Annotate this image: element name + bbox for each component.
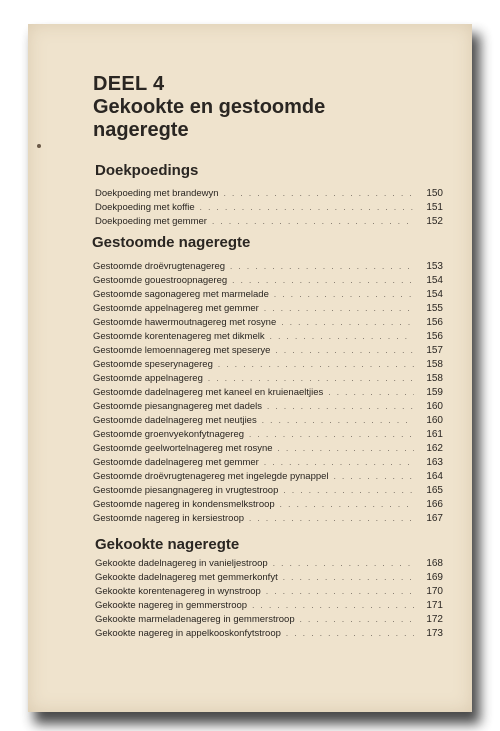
dot-leader	[283, 571, 414, 585]
dot-leader	[275, 344, 414, 358]
dot-leader	[224, 187, 414, 201]
toc-entry-page: 160	[426, 415, 443, 426]
toc-entry-title: Gestoomde droëvrugtenagereg met ingelegde pynappel	[93, 471, 329, 482]
toc-entry-page: 156	[426, 317, 443, 328]
toc-list-gestoomde	[93, 260, 443, 526]
toc-entry-title: Gestoomde nagereg in kersiestroop	[93, 513, 245, 524]
toc-entry	[95, 599, 443, 613]
toc-entry	[93, 498, 443, 512]
toc-entry-title: Gestoomde dadelnagereg met kaneel en kruienaeltjies	[93, 387, 324, 398]
toc-entry	[93, 428, 443, 442]
toc-list-gekookte	[95, 557, 443, 641]
toc-entry-page: 154	[426, 275, 443, 286]
dot-leader	[278, 442, 414, 456]
dot-leader	[264, 456, 414, 470]
toc-entry-page: 153	[426, 261, 443, 272]
dot-leader	[249, 428, 414, 442]
toc-entry-page: 158	[426, 359, 443, 370]
dot-leader	[270, 330, 414, 344]
dot-leader	[232, 274, 414, 288]
toc-entry-title: Gestoomde sagonagereg met marmelade	[93, 289, 269, 300]
toc-entry	[93, 358, 443, 372]
toc-entry-title: Gestoomde droëvrugtenagereg	[93, 261, 226, 272]
dot-leader	[264, 302, 414, 316]
toc-entry-page: 155	[426, 303, 443, 314]
dot-leader	[283, 484, 414, 498]
toc-entry	[95, 557, 443, 571]
dot-leader	[280, 498, 414, 512]
toc-entry	[93, 302, 443, 316]
toc-entry-title: Gestoomde nagereg in kondensmelkstroop	[93, 499, 275, 510]
dot-leader	[266, 585, 414, 599]
toc-entry-title: Gestoomde appelnagereg met gemmer	[93, 303, 259, 314]
toc-entry	[95, 627, 443, 641]
section-heading-gestoomde: Gestoomde nageregte	[92, 234, 251, 251]
toc-entry-page: 154	[426, 289, 443, 300]
dot-leader	[218, 358, 414, 372]
toc-entry	[93, 512, 443, 526]
toc-entry-title: Gestoomde geelwortelnagereg met rosyne	[93, 443, 273, 454]
toc-entry	[93, 400, 443, 414]
toc-entry	[93, 288, 443, 302]
dot-leader	[230, 260, 414, 274]
toc-entry-page: 164	[426, 471, 443, 482]
toc-entry-title: Gekookte marmeladenagereg in gemmerstroop	[95, 614, 295, 625]
toc-entry	[95, 215, 443, 229]
dot-leader	[281, 316, 414, 330]
toc-entry-title: Doekpoeding met brandewyn	[95, 188, 219, 199]
toc-entry-title: Gestoomde speserynagereg	[93, 359, 213, 370]
toc-entry	[95, 187, 443, 201]
toc-entry-page: 152	[426, 216, 443, 227]
toc-entry-title: Gekookte korentenagereg in wynstroop	[95, 586, 261, 597]
toc-entry-page: 159	[426, 387, 443, 398]
toc-entry-title: Gestoomde dadelnagereg met neutjies	[93, 415, 257, 426]
toc-entry-page: 162	[426, 443, 443, 454]
toc-entry-page: 168	[426, 558, 443, 569]
toc-entry	[93, 260, 443, 274]
toc-entry-page: 166	[426, 499, 443, 510]
binding-hole	[37, 144, 41, 148]
book-page	[28, 24, 472, 712]
toc-entry-title: Doekpoeding met gemmer	[95, 216, 207, 227]
toc-entry-title: Gekookte dadelnagereg met gemmerkonfyt	[95, 572, 278, 583]
toc-entry-page: 151	[426, 202, 443, 213]
dot-leader	[300, 613, 414, 627]
toc-entry-page: 157	[426, 345, 443, 356]
toc-entry	[95, 571, 443, 585]
dot-leader	[212, 215, 414, 229]
toc-entry	[93, 372, 443, 386]
dot-leader	[267, 400, 414, 414]
dot-leader	[273, 557, 414, 571]
toc-entry-title: Gestoomde piesangnagereg met dadels	[93, 401, 263, 412]
toc-entry-page: 170	[426, 586, 443, 597]
toc-entry-page: 173	[426, 628, 443, 639]
toc-entry-title: Gestoomde hawermoutnagereg met rosyne	[93, 317, 277, 328]
dot-leader	[274, 288, 414, 302]
part-label: DEEL 4	[93, 73, 165, 95]
dot-leader	[200, 201, 414, 215]
toc-entry	[93, 274, 443, 288]
dot-leader	[328, 386, 414, 400]
toc-entry	[93, 470, 443, 484]
dot-leader	[208, 372, 414, 386]
toc-entry-page: 160	[426, 401, 443, 412]
toc-entry-title: Gestoomde lemoennagereg met speserye	[93, 345, 271, 356]
section-heading-gekookte: Gekookte nageregte	[95, 536, 240, 553]
toc-entry	[93, 414, 443, 428]
section-heading-doekpoedings: Doekpoedings	[95, 162, 199, 179]
toc-entry-title: Gestoomde appelnagereg	[93, 373, 203, 384]
toc-entry	[93, 442, 443, 456]
toc-entry-page: 169	[426, 572, 443, 583]
toc-entry-title: Gekookte dadelnagereg in vanieljestroop	[95, 558, 268, 569]
dot-leader	[262, 414, 414, 428]
toc-entry-title: Gestoomde korentenagereg met dikmelk	[93, 331, 265, 342]
toc-entry	[95, 201, 443, 215]
toc-entry-page: 150	[426, 188, 443, 199]
toc-entry-title: Doekpoeding met koffie	[95, 202, 195, 213]
toc-entry-title: Gestoomde groenvyekonfytnagereg	[93, 429, 245, 440]
toc-list-doekpoedings	[95, 187, 443, 229]
toc-entry	[93, 330, 443, 344]
toc-entry-page: 165	[426, 485, 443, 496]
toc-entry-page: 158	[426, 373, 443, 384]
toc-entry	[93, 484, 443, 498]
toc-entry-title: Gekookte nagereg in gemmerstroop	[95, 600, 248, 611]
toc-entry-page: 171	[426, 600, 443, 611]
toc-entry	[93, 386, 443, 400]
toc-entry-title: Gestoomde dadelnagereg met gemmer	[93, 457, 259, 468]
part-title: Gekookte en gestoomde nageregte	[93, 96, 326, 141]
toc-entry-title: Gestoomde piesangnagereg in vrugtestroop	[93, 485, 279, 496]
dot-leader	[334, 470, 414, 484]
part-header	[93, 73, 393, 142]
toc-entry-page: 172	[426, 614, 443, 625]
toc-entry-page: 167	[426, 513, 443, 524]
toc-entry-page: 161	[426, 429, 443, 440]
toc-entry	[93, 456, 443, 470]
dot-leader	[286, 627, 414, 641]
toc-entry-title: Gestoomde gouestroopnagereg	[93, 275, 228, 286]
toc-entry	[95, 585, 443, 599]
toc-entry-page: 163	[426, 457, 443, 468]
toc-entry	[95, 613, 443, 627]
dot-leader	[249, 512, 414, 526]
toc-entry-title: Gekookte nagereg in appelkooskonfytstroop	[95, 628, 281, 639]
toc-entry	[93, 316, 443, 330]
toc-entry	[93, 344, 443, 358]
dot-leader	[252, 599, 414, 613]
toc-entry-page: 156	[426, 331, 443, 342]
